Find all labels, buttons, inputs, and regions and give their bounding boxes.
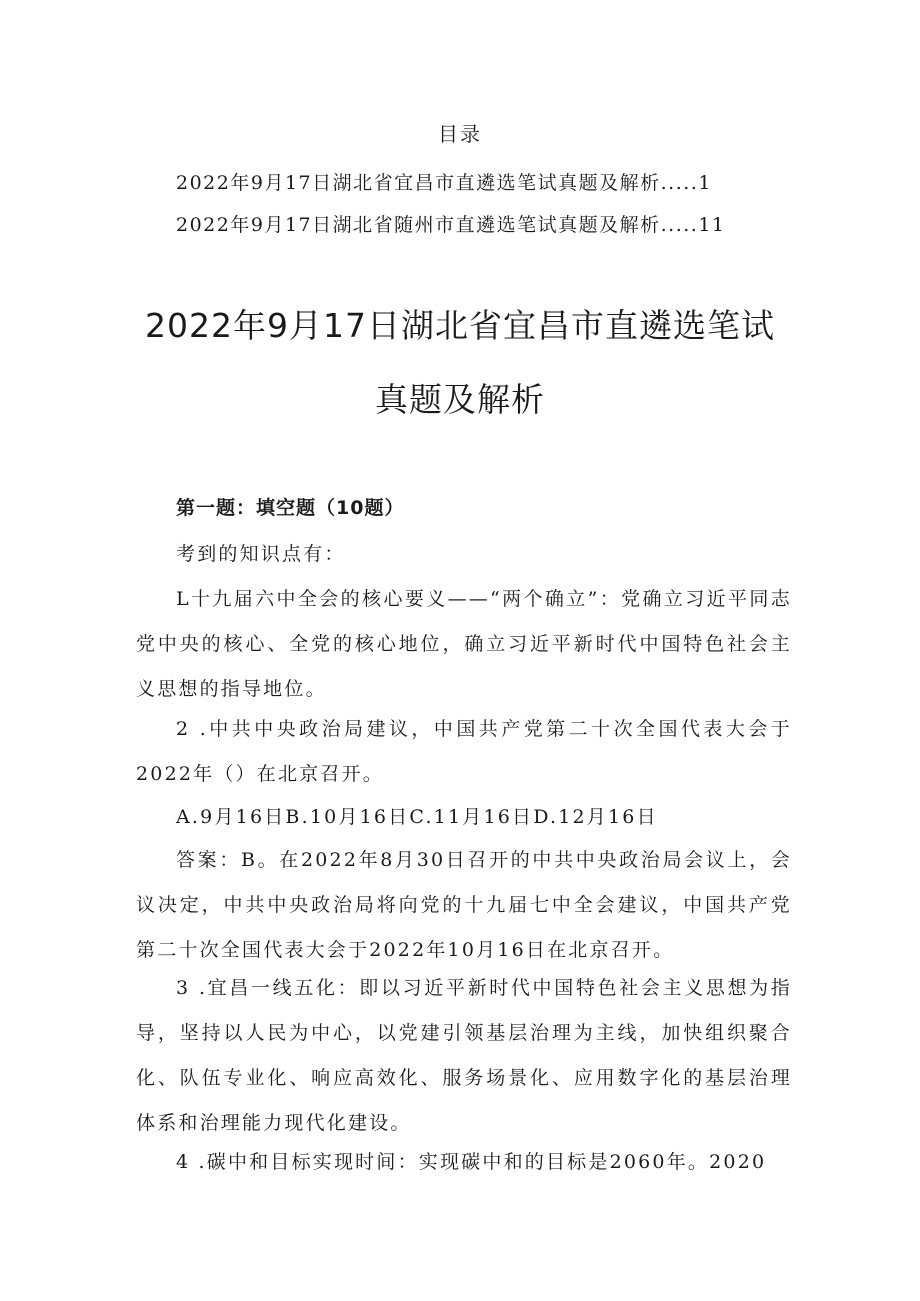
paragraph-item-1: L十九届六中全会的核心要义——“两个确立”：党确立习近平同志党中央的核心、全党的核心地位，确立习近平新时代中国特色社会主义思想的指导地位。 [136, 588, 792, 700]
section-heading-fill-in-blank: 第一题：填空题（10题） [176, 497, 405, 519]
toc-entry-suizhou[interactable]: 2022年9月17日湖北省随州市直遴选笔试真题及解析.....11 [176, 214, 726, 236]
paragraph-item-2-question: 2 .中共中央政治局建议，中国共产党第二十次全国代表大会于2022年（）在北京召开。 [136, 718, 792, 785]
document-title-line-2: 真题及解析 [375, 380, 545, 419]
paragraph-item-2-options: A.9月16日B.10月16日C.11月16日D.12月16日 [176, 806, 658, 828]
paragraph-item-4: 4 .碳中和目标实现时间：实现碳中和的目标是2060年。2020 [176, 1151, 767, 1173]
paragraph-item-2-answer: 答案：B。在2022年8月30日召开的中共中央政治局会议上，会议决定，中共中央政治局将向党的十九届七中全会建议，中国共产党第二十次全国代表大会于2022年10月16日在北京召开。 [136, 849, 792, 961]
toc-title: 目录 [438, 122, 482, 146]
paragraph-knowledge-points-intro: 考到的知识点有： [176, 543, 346, 565]
paragraph-item-3: 3 .宜昌一线五化：即以习近平新时代中国特色社会主义思想为指导，坚持以人民为中心，以党建引领基层治理为主线，加快组织聚合化、队伍专业化、响应高效化、服务场景化、应用数字化的基层治理体系和治理能力现代化建设。 [136, 977, 792, 1134]
toc-entry-yichang[interactable]: 2022年9月17日湖北省宜昌市直遴选笔试真题及解析.....1 [176, 172, 712, 194]
document-title-line-1: 2022年9月17日湖北省宜昌市直遴选笔试 [145, 306, 775, 345]
